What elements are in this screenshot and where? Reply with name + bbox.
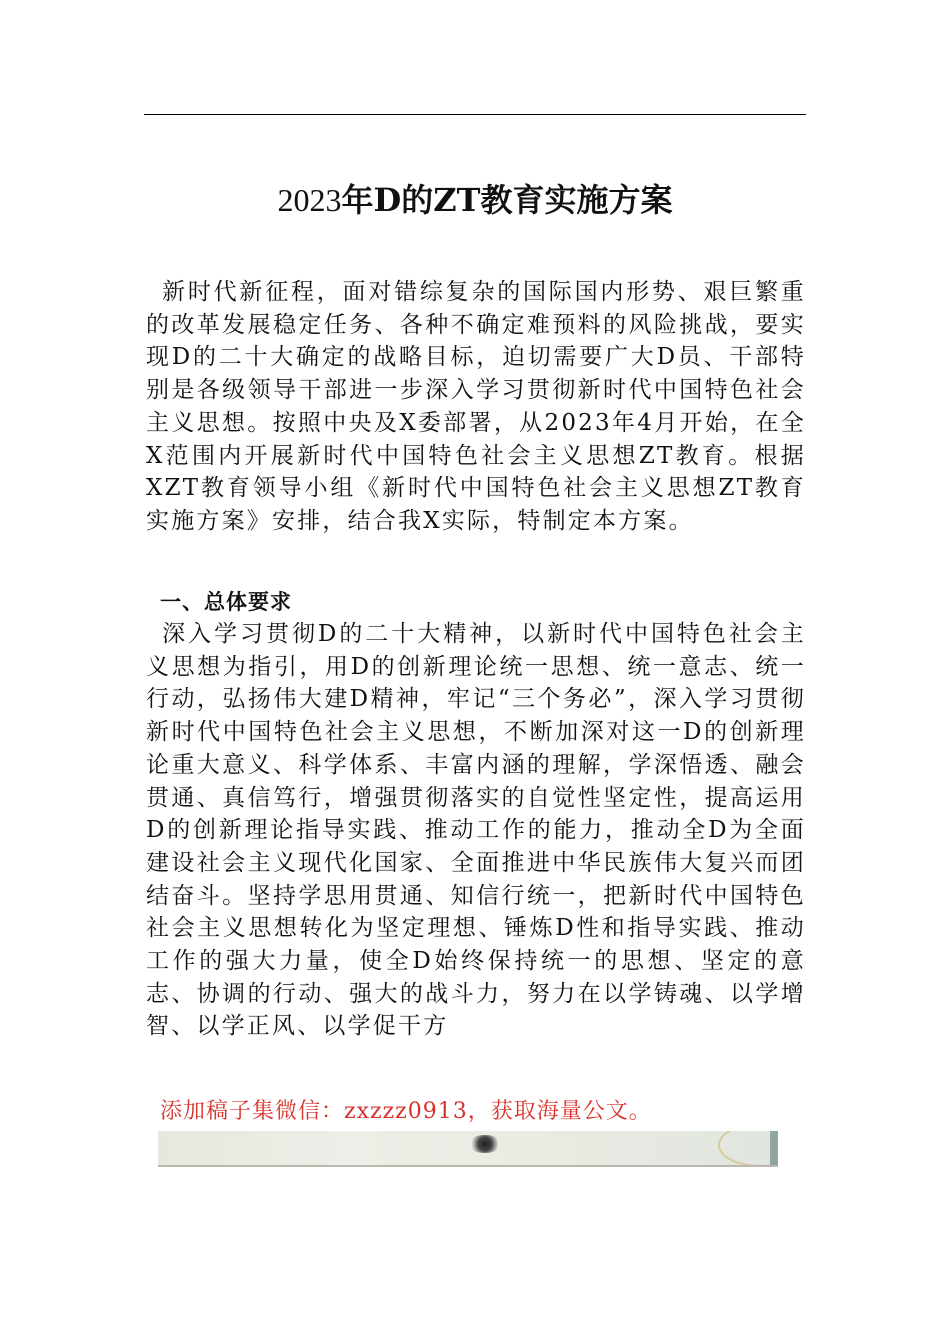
title-year: 2023 <box>277 182 342 218</box>
ink-mark-decoration <box>468 1135 502 1153</box>
document-title <box>144 180 806 220</box>
title-text: 年D的ZT教育实施方案 <box>341 181 673 219</box>
section-1-paragraph: 深入学习贯彻D的二十大精神，以新时代中国特色社会主义思想为指引，用D的创新理论统一思想、统一意志、统一行动，弘扬伟大建D精神，牢记“三个务必”，深入学习贯彻新时代中国特色社会主义思想，不断加深对这一D的创新理论重大意义、科学体系、丰富内涵的理解，学深悟透、融会贯通、真信笃行，增强贯彻落实的自觉性坚定性，提高运用D的创新理论指导实践、推动工作的能力，推动全D为全面建设社会主义现代化国家、全面推进中华民族伟大复兴而团结奋斗。坚持学思用贯通、知信行统一，把新时代中国特色社会主义思想转化为坚定理想、锤炼D性和指导实践、推动工作的强大力量，使全D始终保持统一的思想、坚定的意志、协调的行动、强大的战斗力，努力在以学铸魂、以学增智、以学正风、以学促干方 <box>146 621 806 1040</box>
decorative-banner-image <box>158 1131 778 1167</box>
intro-paragraph: 新时代新征程，面对错综复杂的国际国内形势、艰巨繁重的改革发展稳定任务、各种不确定难预料的风险挑战，要实现D的二十大确定的战略目标，迫切需要广大D员、干部特别是各级领导干部进一步深入学习贯彻新时代中国特色社会主义思想。按照中央及X委部署，从2023年4月开始，在全X范围内开展新时代中国特色社会主义思想ZT教育。根据XZT教育领导小组《新时代中国特色社会主义思想ZT教育实施方案》安排，结合我X实际，特制定本方案。 <box>146 279 806 534</box>
intro-section <box>146 276 806 538</box>
promo-text: 添加稿子集微信：zxzzz0913，获取海量公文。 <box>160 1099 652 1124</box>
header-rule <box>144 114 806 115</box>
banner-edge <box>770 1131 778 1165</box>
section-1-body <box>146 618 806 1043</box>
section-heading: 一、总体要求 <box>160 590 292 614</box>
wave-decoration <box>718 1131 778 1167</box>
